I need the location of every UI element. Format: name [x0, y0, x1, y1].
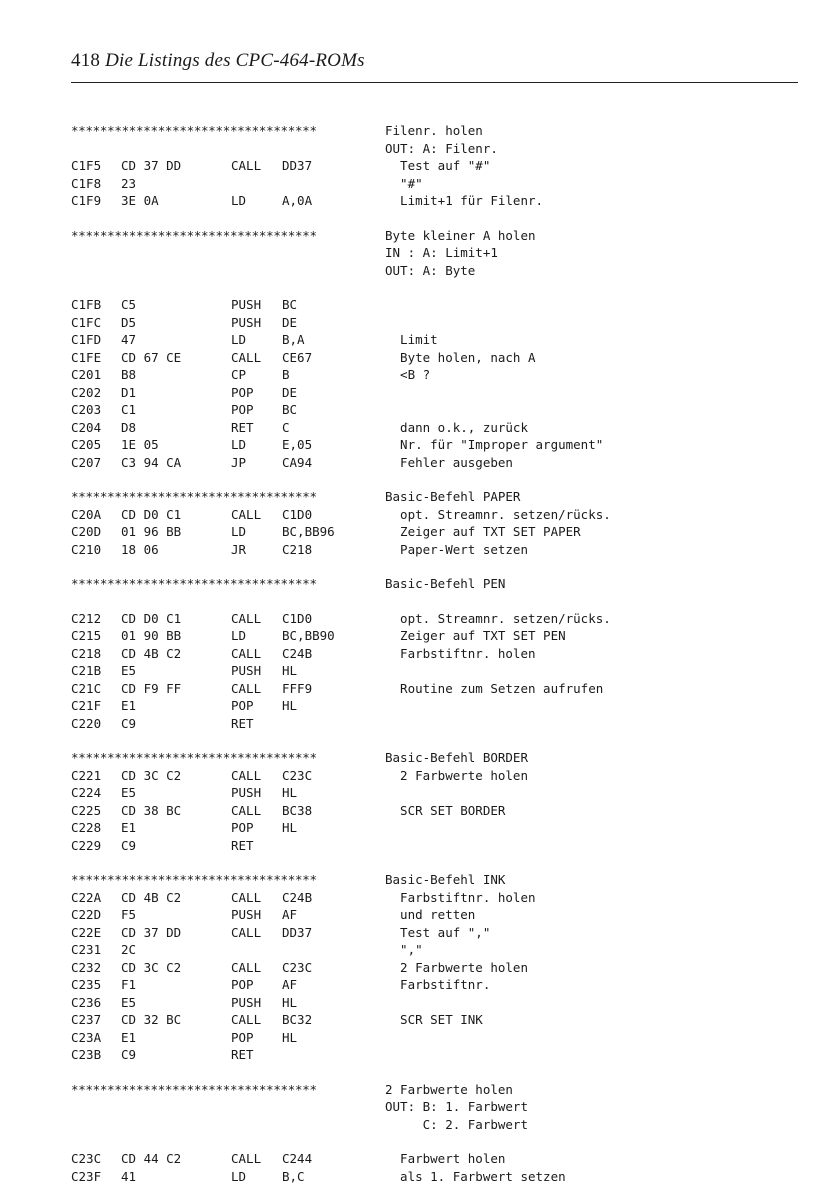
operand: BC32	[282, 1011, 312, 1029]
comment: Routine zum Setzen aufrufen	[385, 680, 603, 698]
comment: Limit	[385, 331, 438, 349]
code-line	[71, 906, 798, 924]
address: C218	[71, 645, 101, 663]
address: C212	[71, 610, 101, 628]
mnemonic: POP	[231, 384, 254, 402]
comment: und retten	[385, 906, 475, 924]
listing-block	[71, 227, 798, 489]
address: C210	[71, 541, 101, 559]
mnemonic: CALL	[231, 680, 261, 698]
operand: DD37	[282, 924, 312, 942]
operand: HL	[282, 662, 297, 680]
mnemonic: CALL	[231, 959, 261, 977]
hex-bytes: E1	[121, 1029, 136, 1047]
code-line	[71, 157, 798, 175]
block-heading-line	[71, 262, 798, 280]
block-header-line	[71, 227, 798, 245]
block-heading: Basic-Befehl BORDER	[385, 749, 528, 767]
address: C237	[71, 1011, 101, 1029]
separator-stars: **********************************	[71, 227, 317, 245]
comment: Test auf ","	[385, 924, 490, 942]
address: C23B	[71, 1046, 101, 1064]
operand: C1D0	[282, 506, 312, 524]
code-line	[71, 610, 798, 628]
operand: BC	[282, 296, 297, 314]
mnemonic: CALL	[231, 1150, 261, 1168]
mnemonic: POP	[231, 401, 254, 419]
operand: BC38	[282, 802, 312, 820]
operand: C24B	[282, 645, 312, 663]
operand: C1D0	[282, 610, 312, 628]
comment: Zeiger auf TXT SET PAPER	[385, 523, 581, 541]
operand: B	[282, 366, 290, 384]
code-line	[71, 680, 798, 698]
hex-bytes: CD 4B C2	[121, 889, 181, 907]
separator-stars: **********************************	[71, 488, 317, 506]
hex-bytes: CD 38 BC	[121, 802, 181, 820]
hex-bytes: E1	[121, 697, 136, 715]
address: C21B	[71, 662, 101, 680]
block-heading-line	[71, 1098, 798, 1116]
address: C207	[71, 454, 101, 472]
block-heading: IN : A: Limit+1	[385, 244, 498, 262]
hex-bytes: 41	[121, 1168, 136, 1186]
comment: Farbstiftnr. holen	[385, 645, 536, 663]
address: C220	[71, 715, 101, 733]
operand: HL	[282, 1029, 297, 1047]
separator-stars: **********************************	[71, 122, 317, 140]
code-line	[71, 924, 798, 942]
hex-bytes: C9	[121, 1046, 136, 1064]
operand: E,05	[282, 436, 312, 454]
operand: C218	[282, 541, 312, 559]
block-heading: OUT: A: Filenr.	[385, 140, 498, 158]
address: C229	[71, 837, 101, 855]
code-line	[71, 523, 798, 541]
mnemonic: JR	[231, 541, 246, 559]
address: C1F5	[71, 157, 101, 175]
code-line	[71, 296, 798, 314]
comment: Nr. für "Improper argument"	[385, 436, 603, 454]
hex-bytes: E5	[121, 994, 136, 1012]
block-heading: OUT: B: 1. Farbwert	[385, 1098, 528, 1116]
hex-bytes: CD 44 C2	[121, 1150, 181, 1168]
code-line	[71, 401, 798, 419]
operand: C24B	[282, 889, 312, 907]
address: C1F8	[71, 175, 101, 193]
mnemonic: PUSH	[231, 296, 261, 314]
address: C1F9	[71, 192, 101, 210]
address: C225	[71, 802, 101, 820]
hex-bytes: C3 94 CA	[121, 454, 181, 472]
hex-bytes: CD 3C C2	[121, 959, 181, 977]
mnemonic: CALL	[231, 1011, 261, 1029]
hex-bytes: CD 37 DD	[121, 157, 181, 175]
mnemonic: LD	[231, 192, 246, 210]
comment: Byte holen, nach A	[385, 349, 536, 367]
operand: BC,BB90	[282, 627, 335, 645]
mnemonic: CALL	[231, 645, 261, 663]
comment: SCR SET BORDER	[385, 802, 505, 820]
address: C23F	[71, 1168, 101, 1186]
mnemonic: POP	[231, 697, 254, 715]
separator-stars: **********************************	[71, 575, 317, 593]
separator-stars: **********************************	[71, 1081, 317, 1099]
hex-bytes: C9	[121, 715, 136, 733]
operand: BC,BB96	[282, 523, 335, 541]
hex-bytes: 3E 0A	[121, 192, 159, 210]
hex-bytes: C5	[121, 296, 136, 314]
mnemonic: RET	[231, 419, 254, 437]
code-line	[71, 767, 798, 785]
code-line	[71, 1046, 798, 1064]
address: C203	[71, 401, 101, 419]
mnemonic: POP	[231, 1029, 254, 1047]
hex-bytes: 01 96 BB	[121, 523, 181, 541]
code-line	[71, 645, 798, 663]
code-line	[71, 192, 798, 210]
mnemonic: JP	[231, 454, 246, 472]
hex-bytes: C1	[121, 401, 136, 419]
address: C235	[71, 976, 101, 994]
block-heading-line	[71, 244, 798, 262]
block-heading: Basic-Befehl PEN	[385, 575, 505, 593]
hex-bytes: CD 4B C2	[121, 645, 181, 663]
code-line	[71, 436, 798, 454]
mnemonic: PUSH	[231, 994, 261, 1012]
operand: HL	[282, 994, 297, 1012]
mnemonic: LD	[231, 436, 246, 454]
operand: A,0A	[282, 192, 312, 210]
comment: opt. Streamnr. setzen/rücks.	[385, 610, 611, 628]
code-line	[71, 506, 798, 524]
mnemonic: RET	[231, 1046, 254, 1064]
code-line	[71, 541, 798, 559]
address: C1FD	[71, 331, 101, 349]
mnemonic: CALL	[231, 349, 261, 367]
hex-bytes: 2C	[121, 941, 136, 959]
assembly-listing	[71, 122, 798, 1202]
operand: HL	[282, 819, 297, 837]
mnemonic: CALL	[231, 506, 261, 524]
mnemonic: PUSH	[231, 784, 261, 802]
comment: Farbstiftnr.	[385, 976, 490, 994]
listing-block	[71, 1081, 798, 1202]
comment: Farbstiftnr. holen	[385, 889, 536, 907]
address: C23C	[71, 1150, 101, 1168]
code-line	[71, 976, 798, 994]
listing-block	[71, 749, 798, 871]
operand: B,C	[282, 1168, 305, 1186]
address: C236	[71, 994, 101, 1012]
block-heading: Basic-Befehl PAPER	[385, 488, 520, 506]
separator-stars: **********************************	[71, 749, 317, 767]
hex-bytes: 23	[121, 175, 136, 193]
block-header-line	[71, 575, 798, 593]
comment: <B ?	[385, 366, 430, 384]
code-line	[71, 1029, 798, 1047]
comment: als 1. Farbwert setzen	[385, 1168, 566, 1186]
operand: FFF9	[282, 680, 312, 698]
listing-block	[71, 122, 798, 227]
mnemonic: CALL	[231, 610, 261, 628]
block-header-line	[71, 749, 798, 767]
block-heading-line	[71, 1116, 798, 1134]
hex-bytes: 47	[121, 331, 136, 349]
operand: CE67	[282, 349, 312, 367]
code-line	[71, 819, 798, 837]
operand: HL	[282, 784, 297, 802]
operand: DE	[282, 314, 297, 332]
block-heading: Byte kleiner A holen	[385, 227, 536, 245]
address: C228	[71, 819, 101, 837]
address: C1FC	[71, 314, 101, 332]
code-line	[71, 662, 798, 680]
hex-bytes: E1	[121, 819, 136, 837]
mnemonic: PUSH	[231, 662, 261, 680]
block-header-line	[71, 488, 798, 506]
listing-block	[71, 871, 798, 1081]
mnemonic: CALL	[231, 802, 261, 820]
mnemonic: RET	[231, 837, 254, 855]
comment: "#"	[385, 175, 423, 193]
hex-bytes: D5	[121, 314, 136, 332]
mnemonic: RET	[231, 715, 254, 733]
operand: C	[282, 419, 290, 437]
operand: DD37	[282, 157, 312, 175]
address: C221	[71, 767, 101, 785]
block-header-line	[71, 871, 798, 889]
mnemonic: POP	[231, 819, 254, 837]
comment: SCR SET INK	[385, 1011, 483, 1029]
hex-bytes: 1E 05	[121, 436, 159, 454]
block-heading: 2 Farbwerte holen	[385, 1081, 513, 1099]
mnemonic: CALL	[231, 157, 261, 175]
hex-bytes: CD D0 C1	[121, 610, 181, 628]
code-line	[71, 175, 798, 193]
comment: Test auf "#"	[385, 157, 490, 175]
mnemonic: POP	[231, 976, 254, 994]
listing-block	[71, 575, 798, 749]
code-line	[71, 331, 798, 349]
block-heading: Basic-Befehl INK	[385, 871, 505, 889]
hex-bytes: F5	[121, 906, 136, 924]
comment: dann o.k., zurück	[385, 419, 528, 437]
hex-bytes: CD 3C C2	[121, 767, 181, 785]
mnemonic: LD	[231, 523, 246, 541]
mnemonic: LD	[231, 331, 246, 349]
operand: C244	[282, 1150, 312, 1168]
hex-bytes: B8	[121, 366, 136, 384]
hex-bytes: CD 67 CE	[121, 349, 181, 367]
block-heading-line	[71, 140, 798, 158]
address: C1FB	[71, 296, 101, 314]
mnemonic: CALL	[231, 767, 261, 785]
header-rule	[71, 82, 798, 83]
listing-block	[71, 488, 798, 575]
code-line	[71, 366, 798, 384]
comment: ","	[385, 941, 423, 959]
comment: Farbwert holen	[385, 1150, 505, 1168]
operand: AF	[282, 906, 297, 924]
code-line	[71, 941, 798, 959]
code-line	[71, 802, 798, 820]
code-line	[71, 994, 798, 1012]
comment: Fehler ausgeben	[385, 454, 513, 472]
page-number: 418	[71, 50, 100, 71]
hex-bytes: F1	[121, 976, 136, 994]
address: C20D	[71, 523, 101, 541]
block-header-line	[71, 1081, 798, 1099]
operand: CA94	[282, 454, 312, 472]
comment: Limit+1 für Filenr.	[385, 192, 543, 210]
address: C22D	[71, 906, 101, 924]
comment: 2 Farbwerte holen	[385, 959, 528, 977]
hex-bytes: E5	[121, 784, 136, 802]
operand: BC	[282, 401, 297, 419]
address: C224	[71, 784, 101, 802]
comment: Zeiger auf TXT SET PEN	[385, 627, 566, 645]
mnemonic: CALL	[231, 924, 261, 942]
code-line	[71, 419, 798, 437]
hex-bytes: E5	[121, 662, 136, 680]
address: C22A	[71, 889, 101, 907]
address: C231	[71, 941, 101, 959]
mnemonic: LD	[231, 627, 246, 645]
hex-bytes: CD 32 BC	[121, 1011, 181, 1029]
code-line	[71, 889, 798, 907]
address: C21C	[71, 680, 101, 698]
comment: 2 Farbwerte holen	[385, 767, 528, 785]
operand: C23C	[282, 767, 312, 785]
code-line	[71, 627, 798, 645]
hex-bytes: CD D0 C1	[121, 506, 181, 524]
address: C215	[71, 627, 101, 645]
mnemonic: PUSH	[231, 314, 261, 332]
hex-bytes: D1	[121, 384, 136, 402]
code-line	[71, 1011, 798, 1029]
code-line	[71, 1168, 798, 1186]
code-line	[71, 384, 798, 402]
code-line	[71, 784, 798, 802]
address: C202	[71, 384, 101, 402]
hex-bytes: 18 06	[121, 541, 159, 559]
separator-stars: **********************************	[71, 871, 317, 889]
code-line	[71, 454, 798, 472]
code-line	[71, 837, 798, 855]
operand: AF	[282, 976, 297, 994]
address: C23A	[71, 1029, 101, 1047]
page-title: Die Listings des CPC-464-ROMs	[105, 50, 365, 71]
mnemonic: LD	[231, 1168, 246, 1186]
code-line	[71, 697, 798, 715]
operand: B,A	[282, 331, 305, 349]
hex-bytes: CD 37 DD	[121, 924, 181, 942]
code-line	[71, 349, 798, 367]
hex-bytes: D8	[121, 419, 136, 437]
code-line	[71, 1150, 798, 1168]
operand: DE	[282, 384, 297, 402]
address: C21F	[71, 697, 101, 715]
hex-bytes: 01 90 BB	[121, 627, 181, 645]
address: C20A	[71, 506, 101, 524]
operand: HL	[282, 697, 297, 715]
comment: Paper-Wert setzen	[385, 541, 528, 559]
block-heading: Filenr. holen	[385, 122, 483, 140]
block-header-line	[71, 122, 798, 140]
address: C1FE	[71, 349, 101, 367]
address: C205	[71, 436, 101, 454]
address: C201	[71, 366, 101, 384]
code-line	[71, 959, 798, 977]
code-line	[71, 314, 798, 332]
comment: opt. Streamnr. setzen/rücks.	[385, 506, 611, 524]
block-heading: C: 2. Farbwert	[385, 1116, 528, 1134]
address: C22E	[71, 924, 101, 942]
hex-bytes: C9	[121, 837, 136, 855]
page-header	[71, 50, 798, 72]
operand: C23C	[282, 959, 312, 977]
address: C204	[71, 419, 101, 437]
hex-bytes: CD F9 FF	[121, 680, 181, 698]
code-line	[71, 715, 798, 733]
address: C232	[71, 959, 101, 977]
block-heading: OUT: A: Byte	[385, 262, 475, 280]
mnemonic: CALL	[231, 889, 261, 907]
mnemonic: PUSH	[231, 906, 261, 924]
mnemonic: CP	[231, 366, 246, 384]
